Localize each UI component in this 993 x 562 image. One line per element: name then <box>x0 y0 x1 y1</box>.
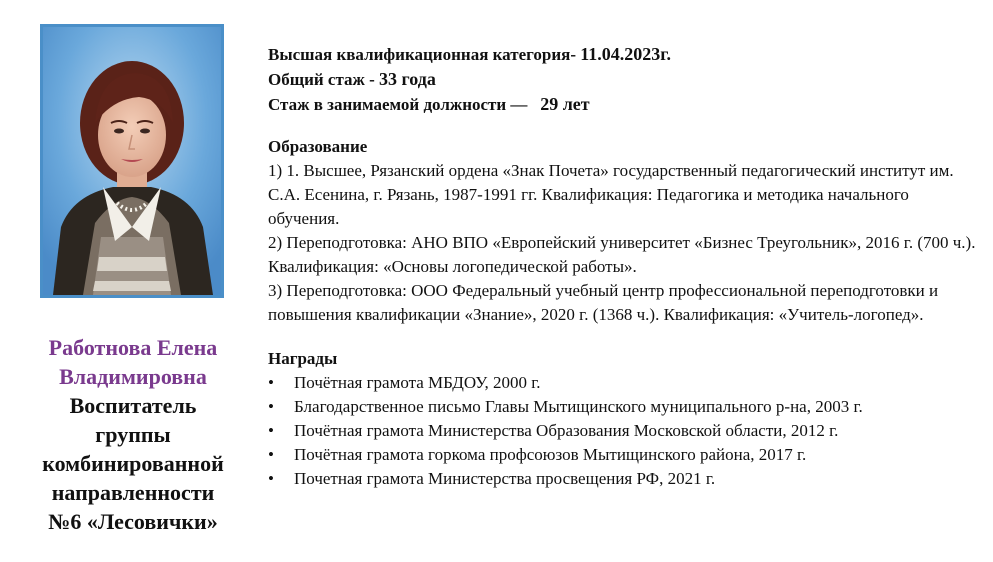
awards-title: Награды <box>268 349 338 368</box>
position-experience-value: 29 лет <box>540 94 590 114</box>
bullet-icon: • <box>268 445 274 464</box>
bullet-icon: • <box>268 421 274 440</box>
award-text: Благодарственное письмо Главы Мытищинского муниципального р-на, 2003 г. <box>294 397 863 416</box>
qualification-category-value: 11.04.2023г. <box>580 44 671 64</box>
person-patronymic: Владимировна <box>59 364 207 389</box>
award-text: Почетная грамота Министерства просвещения РФ, 2021 г. <box>294 469 716 488</box>
total-experience-label: Общий стаж - <box>268 70 380 89</box>
bullet-icon: • <box>268 373 274 392</box>
qualification-category-label: Высшая квалификационная категория- <box>268 45 577 64</box>
portrait-photo <box>40 24 224 298</box>
qualification-category <box>268 42 983 67</box>
job-title-line: группы <box>95 422 171 447</box>
education-item: 3) Переподготовка: ООО Федеральный учебный центр профессиональной переподготовки и повышения квалификации «Знание», 2020 г. (1368 ч.). Квалификация: «Учитель-логопед». <box>268 281 939 324</box>
bullet-icon: • <box>268 469 274 488</box>
award-text: Почётная грамота Министерства Образования Московской области, 2012 г. <box>294 421 839 440</box>
person-first-last-name: Работнова Елена <box>48 335 218 360</box>
total-experience-value: 33 года <box>379 69 436 89</box>
job-title-line: комбинированной <box>42 451 224 476</box>
education-item: 2) Переподготовка: АНО ВПО «Европейский университет «Бизнес Треугольник», 2016 г. (700 ч.). Квалификация: «Основы логопедической работы». <box>268 233 976 276</box>
info-panel <box>268 42 983 491</box>
award-item <box>268 419 983 443</box>
award-item <box>268 371 983 395</box>
awards-list <box>268 371 983 491</box>
award-text: Почётная грамота МБДОУ, 2000 г. <box>294 373 541 392</box>
education-title: Образование <box>268 137 368 156</box>
person-card <box>18 333 248 536</box>
total-experience <box>268 67 983 92</box>
position-experience-label: Стаж в занимаемой должности — <box>268 95 528 114</box>
job-title-line: Воспитатель <box>69 393 197 418</box>
education-item: 1) 1. Высшее, Рязанский ордена «Знак Почета» государственный педагогический институт им. С.А. Есенина, г. Рязань, 1987-1991 гг. Квалификация: Педагогика и методика начального обучения. <box>268 161 954 228</box>
award-item <box>268 395 983 419</box>
position-experience <box>268 92 983 117</box>
job-title-line: №6 «Лесовички» <box>48 509 218 534</box>
award-text: Почётная грамота горкома профсоюзов Мытищинского района, 2017 г. <box>294 445 807 464</box>
portrait-image <box>43 27 221 295</box>
award-item <box>268 443 983 467</box>
job-title-line: направленности <box>51 480 215 505</box>
bullet-icon: • <box>268 397 274 416</box>
award-item <box>268 467 983 491</box>
